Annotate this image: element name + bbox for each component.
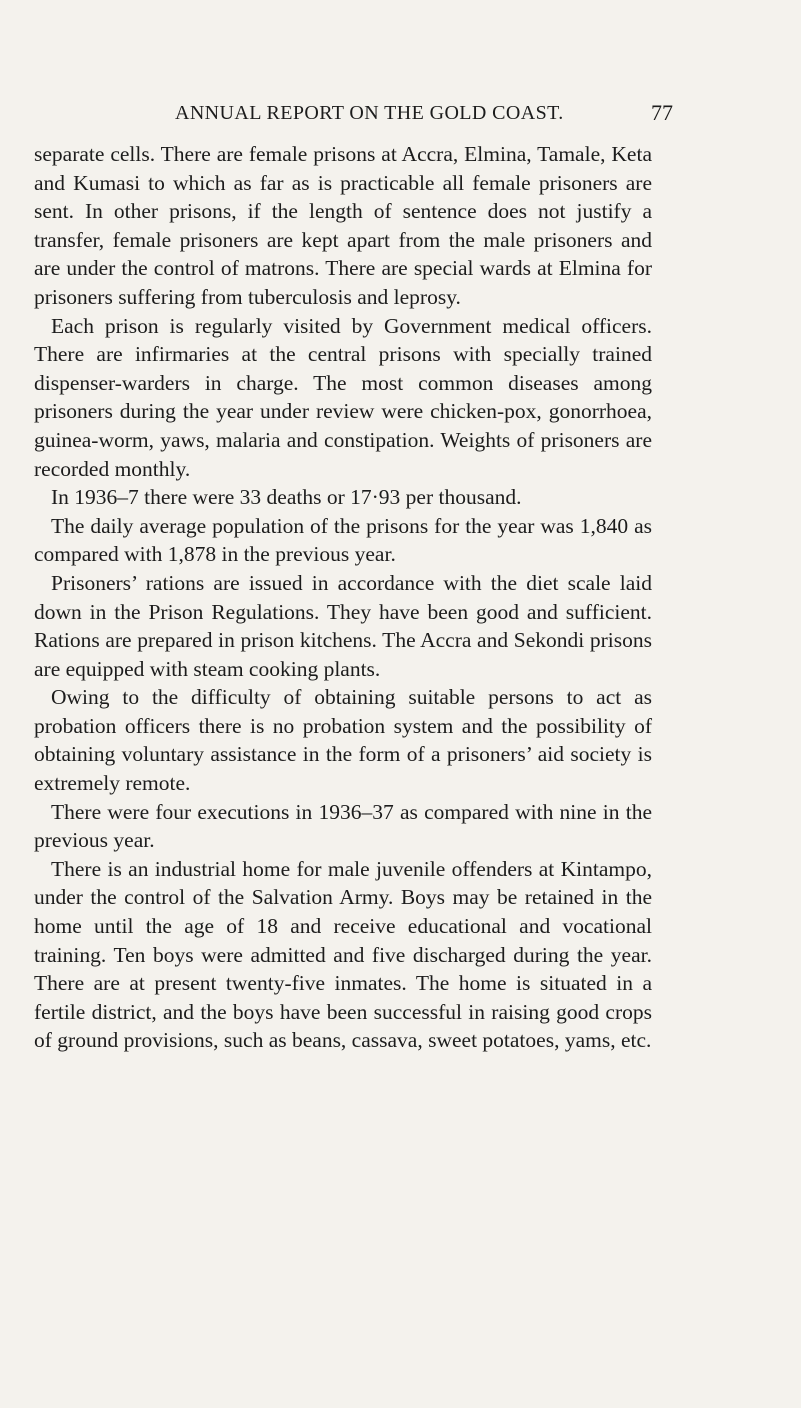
paragraph-rations: Prisoners’ rations are issued in accordance with the diet scale laid down in the Prison Regulations. They have been good and sufficient. Rations are prepared in prison kitchens. The Accra and Sekondi prisons are equipped with steam cooking plants. — [34, 570, 652, 681]
running-title: ANNUAL REPORT ON THE GOLD COAST. — [175, 102, 564, 124]
paragraph-probation: Owing to the difficulty of obtaining suitable persons to act as probation officers there is no probation system and the possibility of obtaining voluntary assistance in the form of a prisoners’ aid society is extremely remote. — [34, 685, 652, 796]
body-text — [34, 140, 652, 1055]
paragraph-industrial-home: There is an industrial home for male juvenile offenders at Kintampo, under the control of the Salvation Army. Boys may be retained in the home until the age of 18 and receive educational and vocational training. Ten boys were admitted and five discharged during the year. There are at present twenty-five inmates. The home is situated in a fertile district, and the boys have been successful in raising good crops of ground provisions, such as beans, cassava, sweet potatoes, yams, etc. — [34, 856, 652, 1053]
page-number: 77 — [651, 100, 673, 125]
paragraph-medical-visits: Each prison is regularly visited by Government medical officers. There are infirmaries at the central prisons with specially trained dispenser-warders in charge. The most common diseases among prisoners during the year under review were chicken-pox, gonorrhoea, guinea-worm, yaws, malaria and constipation. Weights of prisoners are recorded monthly. — [34, 313, 652, 481]
paragraph-female-prisons: separate cells. There are female prisons at Accra, Elmina, Tamale, Keta and Kumasi to which as far as is practicable all female prisoners are sent. In other prisons, if the length of sentence does not justify a transfer, female prisoners are kept apart from the male prisoners and are under the control of matrons. There are special wards at Elmina for prisoners suffering from tuberculosis and leprosy. — [34, 142, 652, 309]
paragraph-deaths: In 1936–7 there were 33 deaths or 17·93 per thousand. — [51, 485, 522, 510]
paragraph-daily-population: The daily average population of the prisons for the year was 1,840 as compared with 1,878 in the previous year. — [34, 513, 652, 567]
paragraph-executions: There were four executions in 1936–37 as compared with nine in the previous year. — [34, 799, 652, 853]
